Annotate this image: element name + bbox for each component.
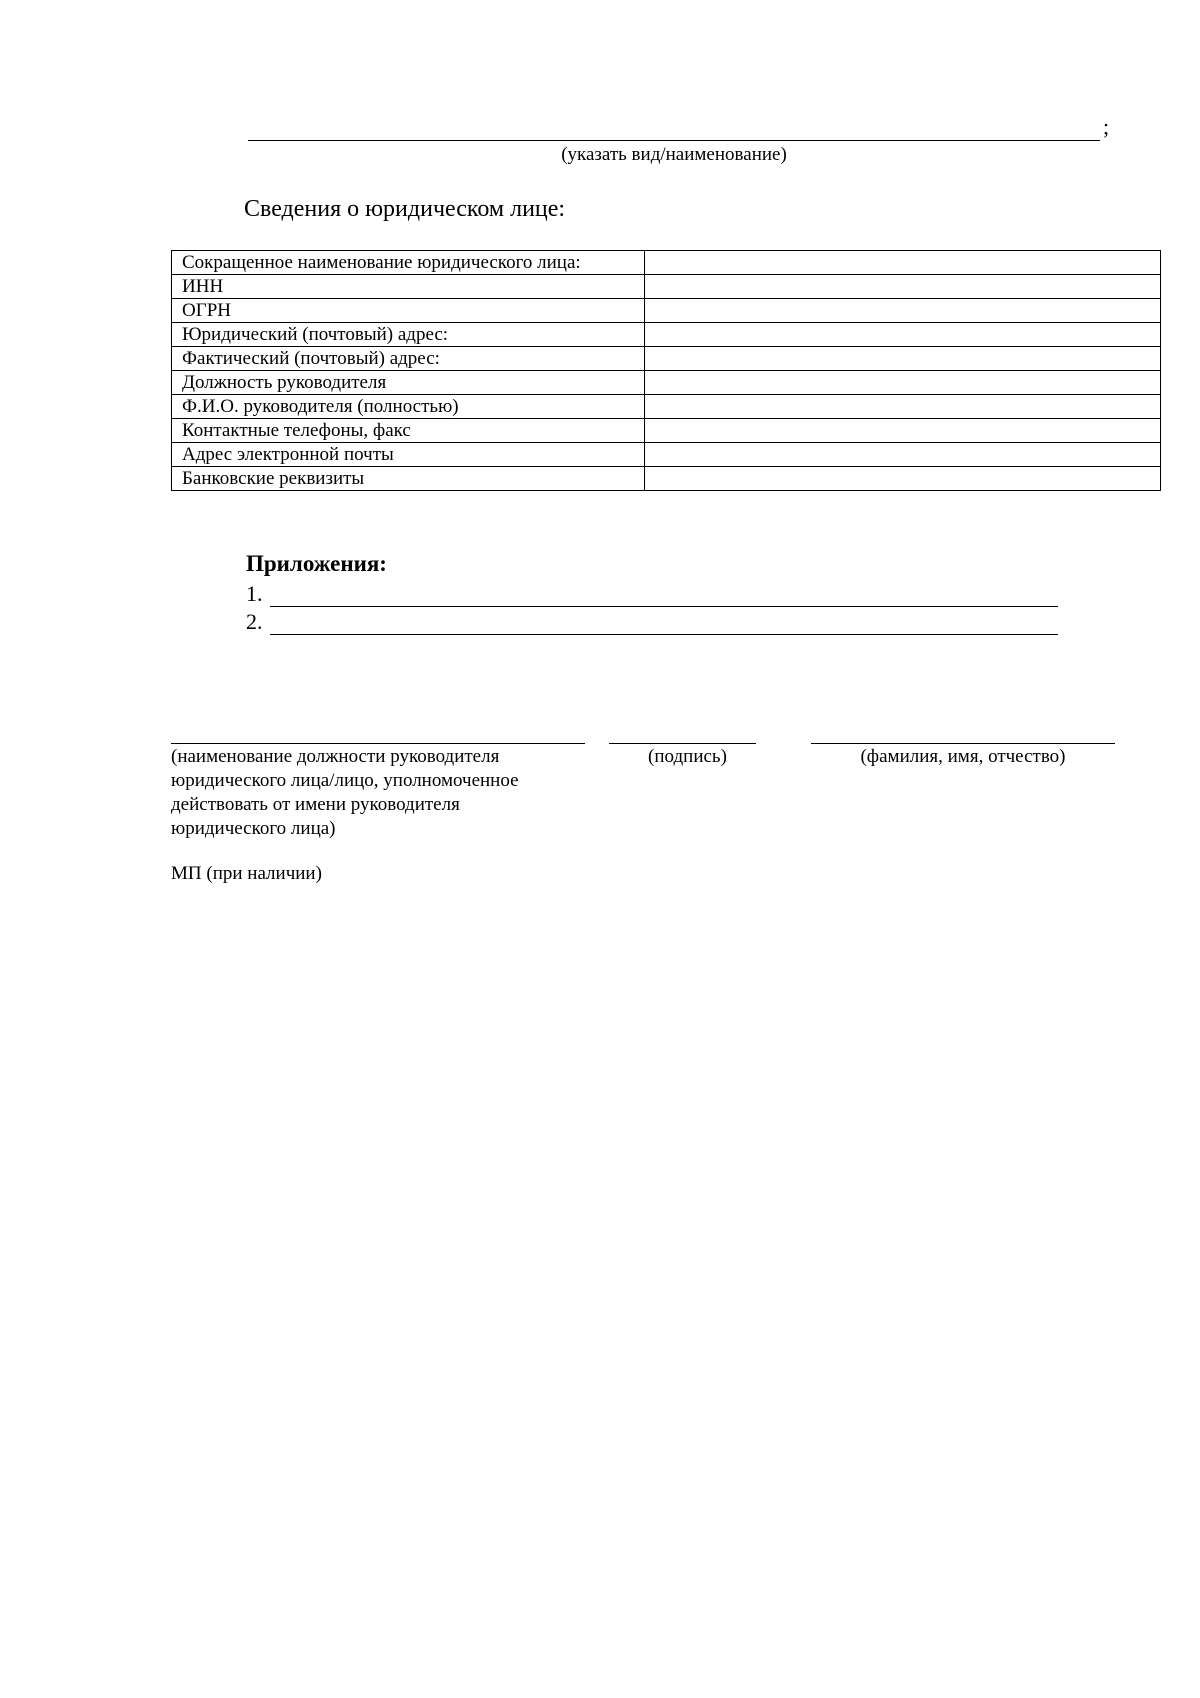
row-label: Юридический (почтовый) адрес:: [172, 323, 645, 347]
appendices-title: Приложения:: [246, 551, 387, 576]
table-row: [172, 443, 1161, 467]
position-caption-line: юридического лица): [171, 818, 336, 839]
type-name-fill-line[interactable]: [248, 140, 1100, 141]
row-label: ИНН: [172, 275, 645, 299]
signature-caption: (подпись): [648, 746, 727, 767]
table-row: [172, 395, 1161, 419]
position-fill-line[interactable]: [171, 743, 585, 744]
appendix-item-number: 2.: [246, 609, 263, 634]
row-value-cell[interactable]: [645, 275, 1161, 299]
appendix-fill-line[interactable]: [270, 634, 1058, 635]
row-label: Фактический (почтовый) адрес:: [172, 347, 645, 371]
appendix-fill-line[interactable]: [270, 606, 1058, 607]
row-label: Контактные телефоны, факс: [172, 419, 645, 443]
row-value-cell[interactable]: [645, 299, 1161, 323]
row-value-cell[interactable]: [645, 371, 1161, 395]
row-value-cell[interactable]: [645, 251, 1161, 275]
table-row: [172, 467, 1161, 491]
full-name-caption: (фамилия, имя, отчество): [860, 746, 1066, 767]
row-label: Ф.И.О. руководителя (полностью): [172, 395, 645, 419]
table-row: [172, 275, 1161, 299]
row-value-cell[interactable]: [645, 347, 1161, 371]
row-label: Должность руководителя: [172, 371, 645, 395]
full-name-fill-line[interactable]: [811, 743, 1115, 744]
table-row: [172, 371, 1161, 395]
position-caption-line: юридического лица/лицо, уполномоченное: [171, 770, 519, 791]
header-semicolon: ;: [1103, 114, 1110, 139]
type-name-caption: (указать вид/наименование): [561, 144, 787, 165]
row-label: Банковские реквизиты: [172, 467, 645, 491]
position-caption-line: действовать от имени руководителя: [171, 794, 460, 815]
row-value-cell[interactable]: [645, 443, 1161, 467]
row-value-cell[interactable]: [645, 395, 1161, 419]
position-caption: [171, 745, 519, 841]
table-row: [172, 347, 1161, 371]
row-label: Сокращенное наименование юридического лица:: [172, 251, 645, 275]
row-label: Адрес электронной почты: [172, 443, 645, 467]
row-value-cell[interactable]: [645, 467, 1161, 491]
table-row: [172, 299, 1161, 323]
section-title: Сведения о юридическом лице:: [244, 196, 566, 222]
table-row: [172, 251, 1161, 275]
stamp-note: МП (при наличии): [171, 863, 322, 884]
appendix-item-number: 1.: [246, 581, 263, 606]
table-row: [172, 323, 1161, 347]
row-value-cell[interactable]: [645, 323, 1161, 347]
row-value-cell[interactable]: [645, 419, 1161, 443]
signature-fill-line[interactable]: [609, 743, 756, 744]
row-label: ОГРН: [172, 299, 645, 323]
legal-entity-info-table: [171, 250, 1161, 491]
position-caption-line: (наименование должности руководителя: [171, 746, 500, 767]
table-row: [172, 419, 1161, 443]
